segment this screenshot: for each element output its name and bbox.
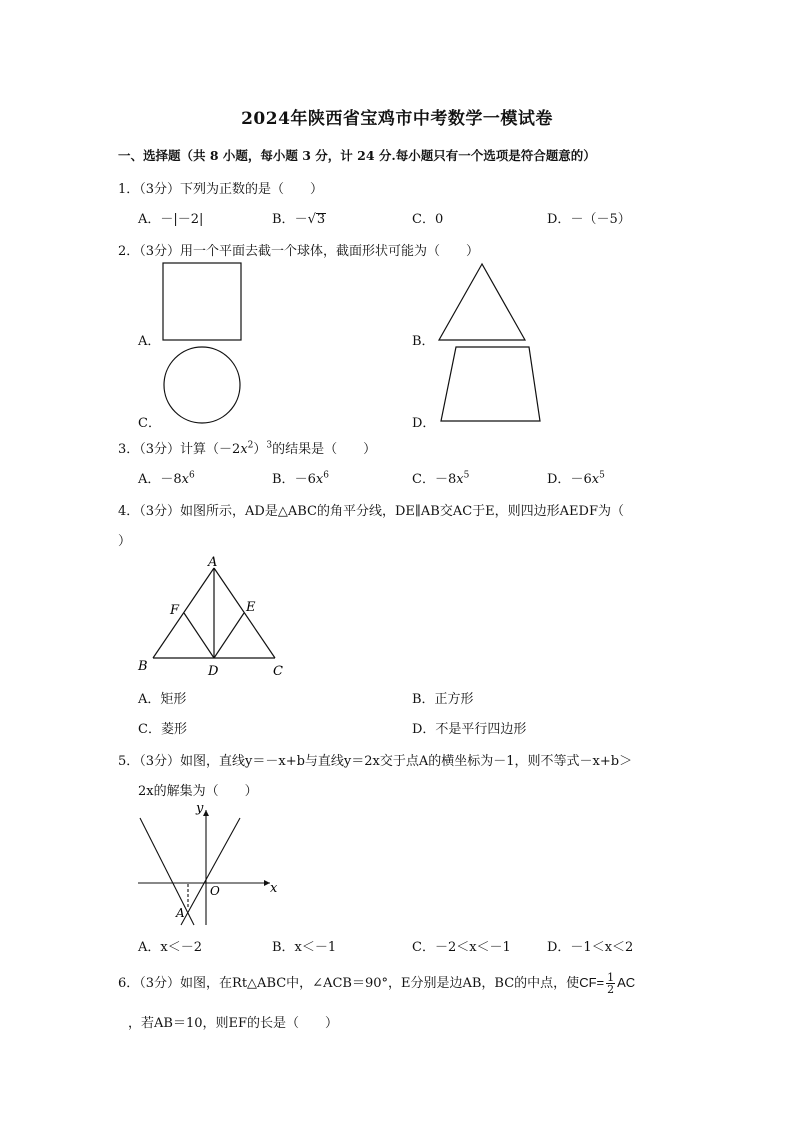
q3-option-b: B．$-6x^6$ xyxy=(272,470,329,487)
q4-option-d: D．不是平行四边形 xyxy=(412,722,527,737)
section-heading: 一、选择题（共 8 小题，每小题 3 分，计 24 分.每小题只有一个选项是符合题意的） xyxy=(118,148,596,163)
q1-option-d: D．－（－5） xyxy=(547,212,631,227)
page-title: 2024年陕西省宝鸡市中考数学一模试卷 xyxy=(241,109,553,129)
x-axis-label: x xyxy=(270,881,278,896)
q1-option-c: C．0 xyxy=(412,212,444,227)
y-axis-label: y xyxy=(196,801,204,816)
point-label-a: A xyxy=(176,906,185,920)
origin-label: O xyxy=(210,884,220,898)
question-6-stem-line2: ，若AB＝10，则EF的长是（ ） xyxy=(128,1016,338,1031)
question-4-stem: 4．（3分）如图所示，AD是△ABC的角平分线，DE∥AB交AC于E，则四边形AEDF为（ xyxy=(118,504,624,519)
question-2-stem: 2．（3分）用一个平面去截一个球体，截面形状可能为（ ） xyxy=(118,244,480,259)
q3-option-d: D．$-6x^5$ xyxy=(547,470,605,487)
q3-option-c: C．$-8x^5$ xyxy=(412,470,470,487)
q1-option-a: A．－|－2| xyxy=(138,212,204,227)
point-label-f: F xyxy=(170,603,180,618)
question-6-stem: 6．（3分）如图，在Rt△ABC中，∠ACB＝90°，E分别是边AB，BC的中点，使CF= $\frac{1}{2}$ AC xyxy=(118,971,636,996)
q2-option-c-label: C． xyxy=(138,416,161,431)
q2-option-a-label: A． xyxy=(138,334,161,349)
q4-option-b: B．正方形 xyxy=(412,692,474,707)
q1-option-b: B．－√3 xyxy=(272,212,326,227)
question-4-stem-end: ） xyxy=(118,534,132,549)
q5-option-a: A．x＜－2 xyxy=(138,940,202,955)
one-half-fraction: $\frac{1}{2}$ xyxy=(607,971,615,996)
point-label-c: C xyxy=(273,664,283,679)
q2-option-b-label: B． xyxy=(412,334,435,349)
q5-option-b: B．x＜－1 xyxy=(272,940,337,955)
question-1-stem: 1．（3分）下列为正数的是（ ） xyxy=(118,182,324,197)
q2-option-d-label: D． xyxy=(412,416,436,431)
q4-option-a: A．矩形 xyxy=(138,692,187,707)
point-label-e: E xyxy=(246,600,256,615)
question-3-stem: 3．（3分）计算$(-2x^2)^3$的结果是（ ） xyxy=(118,440,377,457)
question-5-stem-line2: 2x的解集为（ ） xyxy=(138,784,258,799)
q3-option-a: A．$-8x^6$ xyxy=(138,470,195,487)
q5-option-c: C．－2＜x＜－1 xyxy=(412,940,511,955)
point-label-d: D xyxy=(208,664,219,679)
question-5-stem: 5．（3分）如图，直线y＝－x+b与直线y＝2x交于点A的横坐标为－1，则不等式－x+b＞ xyxy=(118,754,633,769)
q5-option-d: D．－1＜x＜2 xyxy=(547,940,634,955)
q4-option-c: C．菱形 xyxy=(138,722,187,737)
point-label-a: A xyxy=(208,555,218,570)
point-label-b: B xyxy=(138,659,148,674)
